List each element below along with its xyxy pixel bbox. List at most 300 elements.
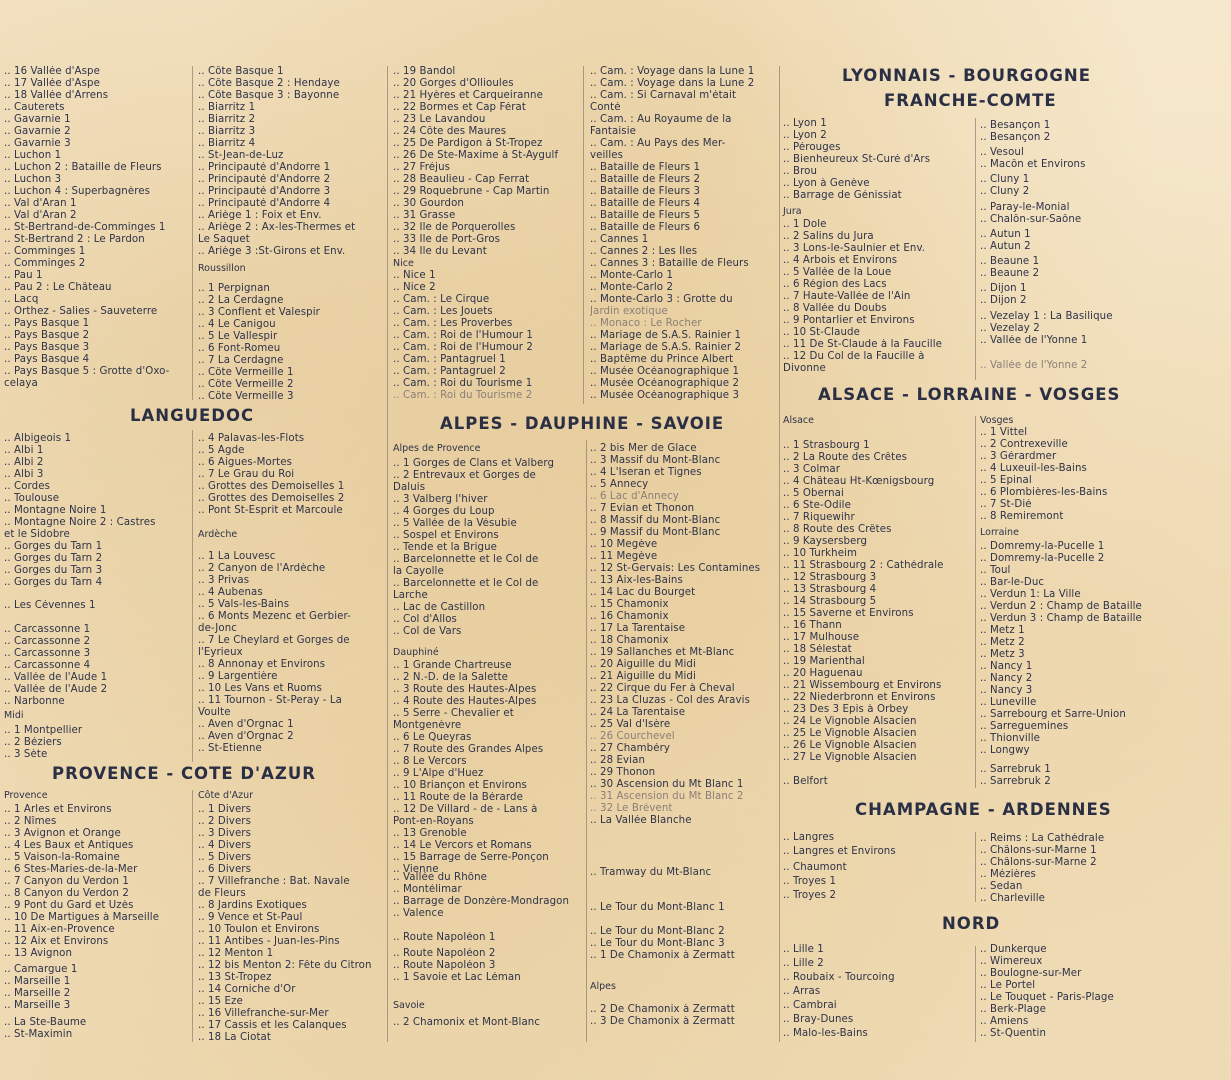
column-divider xyxy=(975,832,976,902)
list-item: .. Côte Vermeille 3 xyxy=(198,391,294,402)
list-item: .. Principauté d'Andorre 2 xyxy=(198,174,331,185)
list-item: .. 6 Le Queyras xyxy=(393,732,472,743)
list-item: .. Verdun 2 : Champ de Bataille xyxy=(980,601,1142,612)
list-item: .. 30 Ascension du Mt Blanc 1 xyxy=(590,779,744,790)
list-item: .. Bataille de Fleurs 6 xyxy=(590,222,701,233)
list-item: .. Cluny 2 xyxy=(980,186,1030,197)
list-item: .. Bataille de Fleurs 3 xyxy=(590,186,701,197)
list-item: .. St-Bertrand-de-Comminges 1 xyxy=(4,222,166,233)
list-item: .. 2 Contrexeville xyxy=(980,439,1068,450)
list-item: .. 24 Côte des Maures xyxy=(393,126,507,137)
list-item: .. 20 Haguenau xyxy=(783,668,863,679)
list-item: .. Sarreguemines xyxy=(980,721,1069,732)
list-item: .. 26 Courchevel xyxy=(590,731,675,742)
list-item: .. Comminges 2 xyxy=(4,258,86,269)
list-item: .. 4 Route des Hautes-Alpes xyxy=(393,696,537,707)
list-item: .. Dunkerque xyxy=(980,944,1047,955)
list-item: .. 1 La Louvesc xyxy=(198,551,276,562)
list-item: .. 6 Plombières-les-Bains xyxy=(980,487,1108,498)
list-item: .. Bataille de Fleurs 4 xyxy=(590,198,701,209)
list-item: Pont-en-Royans xyxy=(393,816,474,827)
list-item: .. La Vallée Blanche xyxy=(590,815,692,826)
list-item: .. 1 Divers xyxy=(198,804,252,815)
list-item: .. 7 Evian et Thonon xyxy=(590,503,695,514)
list-item: .. Nancy 1 xyxy=(980,661,1033,672)
list-item: .. 2 De Chamonix à Zermatt xyxy=(590,1004,735,1015)
list-item: .. Verdun 3 : Champ de Bataille xyxy=(980,613,1142,624)
list-item: .. 8 Massif du Mont-Blanc xyxy=(590,515,721,526)
list-item: .. Sarrebruk 2 xyxy=(980,776,1051,787)
list-item: .. 8 Le Vercors xyxy=(393,756,467,767)
list-item: .. 3 Massif du Mont-Blanc xyxy=(590,455,721,466)
column-divider xyxy=(779,66,780,1042)
list-item: .. 9 Pont du Gard et Uzès xyxy=(4,900,134,911)
list-item: .. 5 Vals-les-Bains xyxy=(198,599,290,610)
list-item: .. 4 Le Canigou xyxy=(198,319,276,330)
list-item: .. 4 Gorges du Loup xyxy=(393,506,495,517)
list-item: .. Nice 2 xyxy=(393,282,436,293)
list-item: .. 11 Route de la Bérarde xyxy=(393,792,523,803)
list-item: .. Monte-Carlo 1 xyxy=(590,270,674,281)
list-item: .. 12 Aix et Environs xyxy=(4,936,109,947)
list-item: .. Vezelay 2 xyxy=(980,323,1040,334)
list-item: .. 6 Aigues-Mortes xyxy=(198,457,292,468)
list-item: .. Côte Basque 1 xyxy=(198,66,284,77)
list-item: .. Vallée de l'Aude 2 xyxy=(4,684,108,695)
list-item: .. 6 Font-Romeu xyxy=(198,343,281,354)
list-item: .. Dijon 2 xyxy=(980,295,1027,306)
list-item: .. 12 bis Menton 2: Fête du Citron xyxy=(198,960,372,971)
list-item: Le Saquet xyxy=(198,234,250,245)
section-alsace: Alsace xyxy=(783,415,814,426)
list-item: .. Cam. : Le Cirque xyxy=(393,294,490,305)
list-item: .. 12 Du Col de la Faucille à xyxy=(783,351,925,362)
list-item: .. Lyon à Genève xyxy=(783,178,870,189)
list-item: .. Troyes 1 xyxy=(783,876,837,887)
list-item: .. 31 Ascension du Mt Blanc 2 xyxy=(590,791,744,802)
list-item: .. Musée Océanographique 2 xyxy=(590,378,740,389)
list-item: .. Cam. : Voyage dans la Lune 2 xyxy=(590,78,755,89)
list-item: .. Route Napoléon 3 xyxy=(393,960,496,971)
list-item: de Fleurs xyxy=(198,888,246,899)
list-item: .. Gorges du Tarn 4 xyxy=(4,577,103,588)
list-item: .. Verdun 1: La Ville xyxy=(980,589,1081,600)
heading-provence-cote-dazur: PROVENCE - COTE D'AZUR xyxy=(52,764,316,783)
list-item: .. Val d'Aran 2 xyxy=(4,210,77,221)
heading-alsace-lorraine-vosges: ALSACE - LORRAINE - VOSGES xyxy=(818,385,1121,404)
list-item: .. 25 Le Vignoble Alsacien xyxy=(783,728,917,739)
list-item: .. Luchon 4 : Superbagnères xyxy=(4,186,151,197)
list-item: .. 27 Le Vignoble Alsacien xyxy=(783,752,917,763)
list-item: .. Reims : La Cathédrale xyxy=(980,833,1105,844)
list-item: .. 14 Corniche d'Or xyxy=(198,984,296,995)
list-item: .. 12 Strasbourg 3 xyxy=(783,572,877,583)
list-item: .. Lyon 1 xyxy=(783,118,827,129)
list-item: .. Longwy xyxy=(980,745,1030,756)
list-item: .. 27 Chambéry xyxy=(590,743,671,754)
list-item: .. 9 Kaysersberg xyxy=(783,536,868,547)
list-item: .. 21 Wissembourg et Environs xyxy=(783,680,942,691)
list-item: .. 5 Epinal xyxy=(980,475,1032,486)
list-item: .. Berk-Plage xyxy=(980,1004,1046,1015)
list-item: .. Ariège 1 : Foix et Env. xyxy=(198,210,322,221)
section-provence: Provence xyxy=(4,790,48,801)
list-item: Voulte xyxy=(198,707,231,718)
list-item: .. Lacq xyxy=(4,294,39,305)
list-item: .. 10 Toulon et Environs xyxy=(198,924,320,935)
list-item: .. Barcelonnette et le Col de xyxy=(393,578,539,589)
list-item: .. 7 Le Grau du Roi xyxy=(198,469,295,480)
list-item: .. Montélimar xyxy=(393,884,462,895)
list-item: .. Lac de Castillon xyxy=(393,602,486,613)
list-item: .. 2 La Route des Crêtes xyxy=(783,452,907,463)
list-item: Divonne xyxy=(783,363,826,374)
list-item: .. 3 Avignon et Orange xyxy=(4,828,121,839)
list-item: .. Cannes 1 xyxy=(590,234,649,245)
list-item: .. 30 Gourdon xyxy=(393,198,464,209)
list-item: .. 22 Cirque du Fer à Cheval xyxy=(590,683,735,694)
list-item: .. 1 Perpignan xyxy=(198,283,270,294)
list-item: .. Vienne xyxy=(393,864,439,875)
list-item: .. 12 St-Gervais: Les Contamines xyxy=(590,563,761,574)
list-item: .. 1 Dole xyxy=(783,219,827,230)
section-jura: Jura xyxy=(783,206,802,217)
list-item: .. 32 Ile de Porquerolles xyxy=(393,222,516,233)
column-divider xyxy=(586,440,587,1042)
list-item: .. Pau 1 xyxy=(4,270,43,281)
list-item: .. 13 Avignon xyxy=(4,948,73,959)
list-item: .. Charleville xyxy=(980,893,1046,904)
list-item: .. Bar-le-Duc xyxy=(980,577,1045,588)
heading-champagne-ardennes: CHAMPAGNE - ARDENNES xyxy=(855,800,1112,819)
list-item: .. Albigeois 1 xyxy=(4,433,72,444)
list-item: .. 10 Briançon et Environs xyxy=(393,780,527,791)
list-item: .. Malo-les-Bains xyxy=(783,1028,868,1039)
list-item: .. 6 Monts Mezenc et Gerbier- xyxy=(198,611,351,622)
list-item: .. Macôn et Environs xyxy=(980,159,1086,170)
list-item: .. Pérouges xyxy=(783,142,841,153)
list-item: .. 5 Serre - Chevalier et xyxy=(393,708,514,719)
list-item: .. Toul xyxy=(980,565,1011,576)
list-item: .. 26 De Ste-Maxime à St-Aygulf xyxy=(393,150,559,161)
list-item: .. Marseille 1 xyxy=(4,976,71,987)
list-item: .. Roubaix - Tourcoing xyxy=(783,972,895,983)
list-item: .. 6 Lac d'Annecy xyxy=(590,491,679,502)
list-item: .. Luneville xyxy=(980,697,1037,708)
list-item: .. 7 St-Dié xyxy=(980,499,1032,510)
list-item: .. Gorges du Tarn 3 xyxy=(4,565,103,576)
list-item: .. Gorges du Tarn 2 xyxy=(4,553,103,564)
list-item: .. 9 Pontarlier et Environs xyxy=(783,315,915,326)
list-item: .. 7 Riquewihr xyxy=(783,512,855,523)
list-item: .. 18 Sélestat xyxy=(783,644,852,655)
list-item: .. 5 Divers xyxy=(198,852,252,863)
heading-franche-comte: FRANCHE-COMTE xyxy=(884,91,1057,110)
list-item: .. Beaune 2 xyxy=(980,268,1040,279)
list-item: .. 34 Ile du Levant xyxy=(393,246,487,257)
list-item: .. 12 De Villard - de - Lans à xyxy=(393,804,538,815)
list-item: .. 13 Aix-les-Bains xyxy=(590,575,683,586)
list-item: .. Brou xyxy=(783,166,818,177)
list-item: .. 7 Villefranche : Bat. Navale xyxy=(198,876,350,887)
list-item: .. Pays Basque 1 xyxy=(4,318,90,329)
list-item: .. 5 Vallée de la Vésubie xyxy=(393,518,517,529)
section-lorraine: Lorraine xyxy=(980,527,1019,538)
list-item: .. Nancy 2 xyxy=(980,673,1033,684)
list-item: .. 16 Vallée d'Aspe xyxy=(4,66,100,77)
list-item: .. 7 La Cerdagne xyxy=(198,355,284,366)
section-nice: Nice xyxy=(393,258,414,269)
list-item: .. Narbonne xyxy=(4,696,65,707)
list-item: .. 7 Canyon du Verdon 1 xyxy=(4,876,129,887)
list-item: .. 5 Obernai xyxy=(783,488,844,499)
list-item: .. 2 bis Mer de Glace xyxy=(590,443,697,454)
list-item: .. Lyon 2 xyxy=(783,130,827,141)
heading-alpes-dauphine-savoie: ALPES - DAUPHINE - SAVOIE xyxy=(440,414,725,433)
list-item: .. 3 Lons-le-Saulnier et Env. xyxy=(783,243,926,254)
list-item: .. Sarrebourg et Sarre-Union xyxy=(980,709,1126,720)
list-item: .. 19 Bandol xyxy=(393,66,456,77)
list-item: .. 3 Privas xyxy=(198,575,250,586)
list-item: .. 11 Antibes - Juan-les-Pins xyxy=(198,936,340,947)
list-item: .. Ariège 3 :St-Girons et Env. xyxy=(198,246,346,257)
list-item: .. Thionville xyxy=(980,733,1041,744)
list-item: .. 10 De Martigues à Marseille xyxy=(4,912,160,923)
list-item: .. 21 Aiguille du Midi xyxy=(590,671,696,682)
list-item: .. Cam. : Roi de l'Humour 2 xyxy=(393,342,534,353)
list-item: .. 1 Gorges de Clans et Valberg xyxy=(393,458,555,469)
list-item: .. 15 Barrage de Serre-Ponçon xyxy=(393,852,549,863)
list-item: .. Cannes 2 : Les Iles xyxy=(590,246,698,257)
list-item: .. 2 Béziers xyxy=(4,737,62,748)
list-item: .. Gorges du Tarn 1 xyxy=(4,541,103,552)
list-item: .. Biarritz 2 xyxy=(198,114,256,125)
list-item: .. 3 Conflent et Valespir xyxy=(198,307,320,318)
list-item: .. Orthez - Salies - Sauveterre xyxy=(4,306,158,317)
list-item: .. Bataille de Fleurs 2 xyxy=(590,174,701,185)
list-item: .. 10 Turkheim xyxy=(783,548,858,559)
list-item: .. 29 Roquebrune - Cap Martin xyxy=(393,186,550,197)
section-vosges: Vosges xyxy=(980,415,1014,426)
list-item: .. 3 Route des Hautes-Alpes xyxy=(393,684,537,695)
list-item: .. 5 Vaison-la-Romaine xyxy=(4,852,120,863)
list-item: .. Bataille de Fleurs 5 xyxy=(590,210,701,221)
list-item: .. Domremy-la-Pucelle 1 xyxy=(980,541,1105,552)
list-item: .. Albi 3 xyxy=(4,469,44,480)
list-item: .. Châlons-sur-Marne 2 xyxy=(980,857,1097,868)
list-item: .. Marseille 2 xyxy=(4,988,71,999)
list-item: .. 5 Annecy xyxy=(590,479,649,490)
list-item: .. 2 Salins du Jura xyxy=(783,231,874,242)
list-item: .. Pays Basque 2 xyxy=(4,330,90,341)
list-item: .. 31 Grasse xyxy=(393,210,456,221)
section-roussillon: Roussillon xyxy=(198,263,246,274)
list-item: .. Vallée de l'Aude 1 xyxy=(4,672,108,683)
list-item: .. Arras xyxy=(783,986,821,997)
list-item: .. Albi 2 xyxy=(4,457,44,468)
list-item: .. Nice 1 xyxy=(393,270,436,281)
list-item: .. 29 Thonon xyxy=(590,767,656,778)
list-item: .. Luchon 1 xyxy=(4,150,62,161)
list-item: .. 18 Vallée d'Arrens xyxy=(4,90,109,101)
list-item: .. Domremy-la-Pucelle 2 xyxy=(980,553,1105,564)
list-item: .. Barcelonnette et le Col de xyxy=(393,554,539,565)
list-item: .. 15 Chamonix xyxy=(590,599,669,610)
list-item: .. Le Tour du Mont-Blanc 1 xyxy=(590,902,725,913)
list-item: .. 15 Eze xyxy=(198,996,243,1007)
list-item: celaya xyxy=(4,378,38,389)
column-divider xyxy=(192,430,193,762)
list-item: .. 4 Aubenas xyxy=(198,587,263,598)
list-item: .. Chalôn-sur-Saône xyxy=(980,214,1082,225)
section-ardeche: Ardèche xyxy=(198,529,238,540)
section-savoie: Savoie xyxy=(393,1000,425,1011)
list-item: .. Carcassonne 3 xyxy=(4,648,91,659)
list-item: .. Metz 3 xyxy=(980,649,1025,660)
list-item: .. 21 Hyères et Carqueiranne xyxy=(393,90,543,101)
list-item: .. 1 Savoie et Lac Léman xyxy=(393,972,521,983)
list-item: .. Route Napoléon 2 xyxy=(393,948,496,959)
list-item: .. 4 Divers xyxy=(198,840,252,851)
list-item: .. 7 Haute-Vallée de l'Ain xyxy=(783,291,911,302)
list-item: .. St-Maximin xyxy=(4,1029,73,1040)
list-item: .. 3 De Chamonix à Zermatt xyxy=(590,1016,735,1027)
list-item: .. 2 Entrevaux et Gorges de xyxy=(393,470,536,481)
list-item: .. 6 Région des Lacs xyxy=(783,279,887,290)
list-item: .. 5 Le Vallespir xyxy=(198,331,278,342)
list-item: .. Cluny 1 xyxy=(980,174,1030,185)
list-item: Jardin exotique xyxy=(590,306,668,317)
list-item: la Cayolle xyxy=(393,566,444,577)
list-item: .. 8 Annonay et Environs xyxy=(198,659,326,670)
list-item: .. Vallée du Rhône xyxy=(393,872,488,883)
list-item: .. Belfort xyxy=(783,776,828,787)
list-item: .. 3 Sète xyxy=(4,749,48,760)
list-item: .. 28 Beaulieu - Cap Ferrat xyxy=(393,174,530,185)
list-item: .. Sarrebruk 1 xyxy=(980,764,1051,775)
section-dauphine: Dauphiné xyxy=(393,647,439,658)
list-item: .. 25 De Pardigon à St-Tropez xyxy=(393,138,543,149)
list-item: .. Cam. : Les Jouets xyxy=(393,306,493,317)
list-item: .. Cam. : Roi du Tourisme 1 xyxy=(393,378,533,389)
list-item: .. Pays Basque 4 xyxy=(4,354,90,365)
list-item: .. Principauté d'Andorre 1 xyxy=(198,162,331,173)
list-item: .. 13 Strasbourg 4 xyxy=(783,584,877,595)
list-item: .. 11 Strasbourg 2 : Cathédrale xyxy=(783,560,944,571)
list-item: .. 9 Vence et St-Paul xyxy=(198,912,303,923)
list-item: .. 24 La Tarentaise xyxy=(590,707,686,718)
list-item: .. 22 Bormes et Cap Férat xyxy=(393,102,526,113)
list-item: .. 2 Nîmes xyxy=(4,816,57,827)
list-item: .. 1 Montpellier xyxy=(4,725,83,736)
list-item: .. Côte Vermeille 1 xyxy=(198,367,294,378)
list-item: l'Eyrieux xyxy=(198,647,243,658)
list-item: .. 3 Gérardmer xyxy=(980,451,1057,462)
list-item: .. 7 Le Cheylard et Gorges de xyxy=(198,635,350,646)
list-item: .. 4 Château Ht-Kœnigsbourg xyxy=(783,476,935,487)
list-item: .. Biarritz 3 xyxy=(198,126,256,137)
list-item: .. 18 Chamonix xyxy=(590,635,669,646)
list-item: .. Biarritz 1 xyxy=(198,102,256,113)
list-item: .. Pau 2 : Le Château xyxy=(4,282,112,293)
list-item: .. 3 Divers xyxy=(198,828,252,839)
list-item: .. Vallée de l'Yonne 1 xyxy=(980,335,1088,346)
list-item: Montgenèvre xyxy=(393,720,462,731)
list-item: .. Sedan xyxy=(980,881,1023,892)
list-item: .. 17 Mulhouse xyxy=(783,632,860,643)
list-item: .. Metz 1 xyxy=(980,625,1025,636)
list-item: .. Côte Vermeille 2 xyxy=(198,379,294,390)
list-item: .. 24 Le Vignoble Alsacien xyxy=(783,716,917,727)
list-item: .. 2 Chamonix et Mont-Blanc xyxy=(393,1017,541,1028)
list-item: .. Cannes 3 : Bataille de Fleurs xyxy=(590,258,749,269)
list-item: .. Col de Vars xyxy=(393,626,462,637)
list-item: .. 9 L'Alpe d'Huez xyxy=(393,768,484,779)
list-item: .. 1 Arles et Environs xyxy=(4,804,112,815)
list-item: .. Monaco : Le Rocher xyxy=(590,318,702,329)
list-item: .. 8 Vallée du Doubs xyxy=(783,303,887,314)
list-item: .. St-Quentin xyxy=(980,1028,1047,1039)
list-item: .. Cam. : Pantagruel 2 xyxy=(393,366,506,377)
list-item: .. Beaune 1 xyxy=(980,256,1040,267)
list-item: .. 15 Saverne et Environs xyxy=(783,608,914,619)
list-item: .. Vesoul xyxy=(980,147,1024,158)
list-item: .. Pays Basque 5 : Grotte d'Oxo- xyxy=(4,366,170,377)
heading-nord: NORD xyxy=(942,914,1001,933)
list-item: .. 6 Ste-Odile xyxy=(783,500,851,511)
list-item: .. Lille 2 xyxy=(783,958,824,969)
list-item: .. Mariage de S.A.S. Rainier 1 xyxy=(590,330,742,341)
list-item: .. 4 Luxeuil-les-Bains xyxy=(980,463,1087,474)
list-item: .. Albi 1 xyxy=(4,445,44,456)
list-item: .. 5 Agde xyxy=(198,445,245,456)
list-item: Larche xyxy=(393,590,428,601)
list-item: .. Baptême du Prince Albert xyxy=(590,354,734,365)
list-item: .. 4 L'Iseran et Tignes xyxy=(590,467,702,478)
list-item: .. Toulouse xyxy=(4,493,60,504)
list-item: .. 8 Remiremont xyxy=(980,511,1064,522)
list-item: .. 16 Chamonix xyxy=(590,611,669,622)
list-item: .. 1 Vittel xyxy=(980,427,1028,438)
list-item: .. Cambrai xyxy=(783,1000,837,1011)
list-item: .. 23 Des 3 Epis à Orbey xyxy=(783,704,909,715)
list-item: .. 4 Arbois et Environs xyxy=(783,255,898,266)
list-item: .. Mariage de S.A.S. Rainier 2 xyxy=(590,342,742,353)
list-item: .. 2 Canyon de l'Ardèche xyxy=(198,563,326,574)
list-item: .. Route Napoléon 1 xyxy=(393,932,496,943)
list-item: .. Val d'Aran 1 xyxy=(4,198,77,209)
list-item: .. Cauterets xyxy=(4,102,65,113)
list-item: .. Cam. : Si Carnaval m'était xyxy=(590,90,737,101)
list-item: .. 25 Val d'Isère xyxy=(590,719,671,730)
list-item: .. Gavarnie 3 xyxy=(4,138,71,149)
list-item: .. Châlons-sur-Marne 1 xyxy=(980,845,1097,856)
list-item: .. Bataille de Fleurs 1 xyxy=(590,162,701,173)
list-item: .. 9 Massif du Mont-Blanc xyxy=(590,527,721,538)
list-item: .. 3 Colmar xyxy=(783,464,841,475)
column-divider xyxy=(192,66,193,400)
list-item: .. 8 Jardins Exotiques xyxy=(198,900,307,911)
list-item: .. Côte Basque 2 : Hendaye xyxy=(198,78,340,89)
list-item: .. Luchon 3 xyxy=(4,174,62,185)
list-item: .. Gavarnie 2 xyxy=(4,126,71,137)
list-item: .. Côte Basque 3 : Bayonne xyxy=(198,90,340,101)
list-item: .. 16 Thann xyxy=(783,620,842,631)
heading-lyonnais-bourgogne: LYONNAIS - BOURGOGNE xyxy=(842,66,1091,85)
list-item: .. 17 La Tarentaise xyxy=(590,623,686,634)
list-item: .. 10 Les Vans et Ruoms xyxy=(198,683,322,694)
heading-languedoc: LANGUEDOC xyxy=(130,406,255,425)
